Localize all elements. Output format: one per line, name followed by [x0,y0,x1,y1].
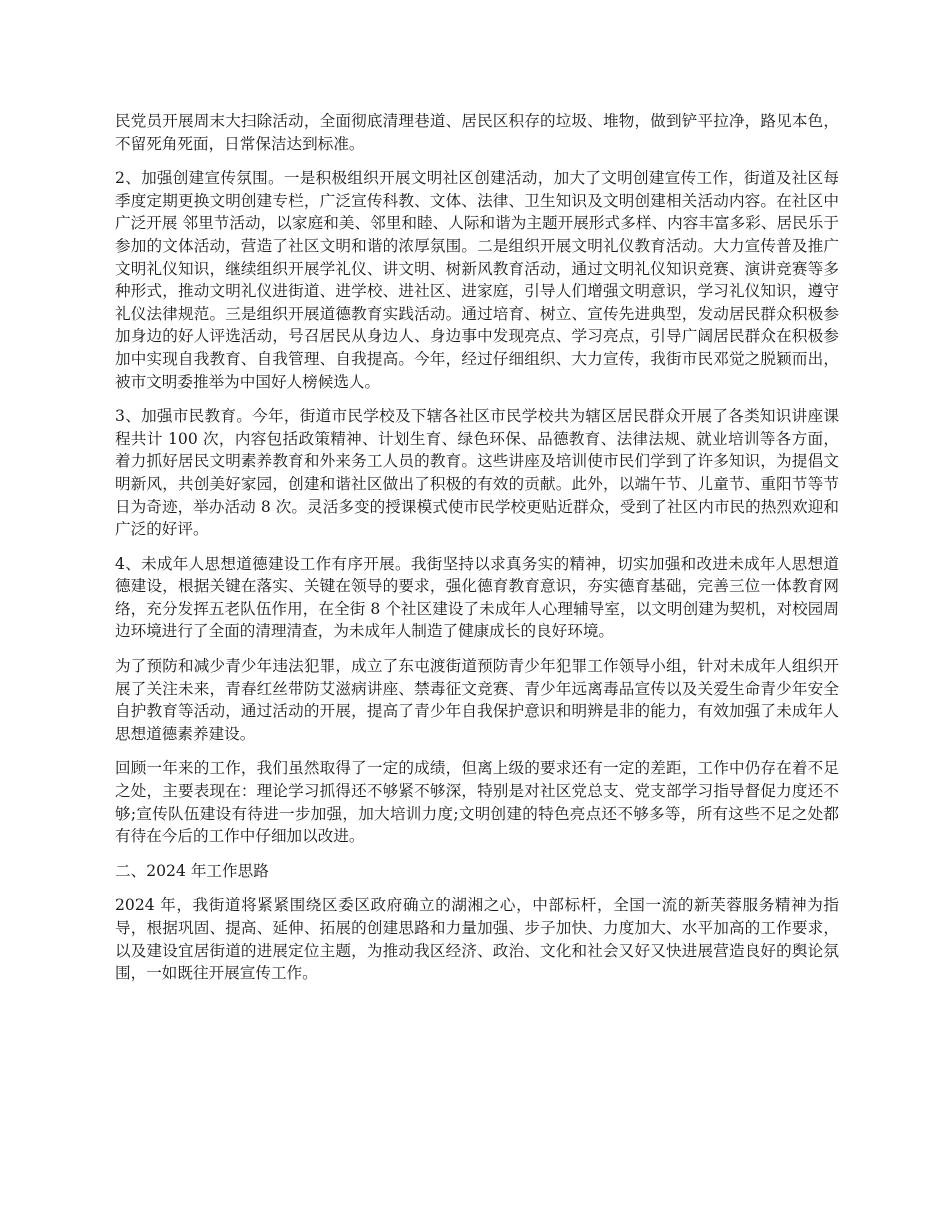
paragraph-citizen-education: 3、加强市民教育。今年，街道市民学校及下辖各社区市民学校共为辖区居民群众开展了各类知识讲座课程共计 100 次，内容包括政策精神、计划生育、绿色环保、品德教育、法律法规、就业培训等各方面，着力抓好居民文明素养教育和外来务工人员的教育。这些讲座及培训使市民们学到了许多知识，为提倡文明新风，共创美好家园，创建和谐社区做出了积极的有效的贡献。此外，以端午节、儿童节、重阳节等节日为奇迹，举办活动 8 次。灵活多变的授课模式使市民学校更贴近群众，受到了社区内市民的热烈欢迎和广泛的好评。 [115,407,839,539]
paragraph-2024-plan: 2024 年，我街道将紧紧围绕区委区政府确立的湖湘之心，中部标杆，全国一流的新芙蓉服务精神为指导，根据巩固、提高、延伸、拓展的创建思路和力量加强、步子加快、力度加大、水平加高的工作要求，以及建设宜居街道的进展定位主题，为推动我区经济、政治、文化和社会又好又快进展营造良好的舆论氛围，一如既往开展宣传工作。 [115,896,839,983]
paragraph-youth-crime-prevention: 为了预防和减少青少年违法犯罪，成立了东屯渡街道预防青少年犯罪工作领导小组，针对未成年人组织开展了关注未来，青春红丝带防艾滋病讲座、禁毒征文竞赛、青少年远离毒品宣传以及关爱生命青少年安全自护教育等活动，通过活动的开展，提高了青少年自我保护意识和明辨是非的能力，有效加强了未成年人思想道德素养建设。 [115,657,839,743]
paragraph-publicity-atmosphere: 2、加强创建宣传氛围。一是积极组织开展文明社区创建活动，加大了文明创建宣传工作，街道及社区每季度定期更换文明创建专栏，广泛宣传科教、文体、法律、卫生知识及文明创建相关活动内容。在社区中广泛开展 邻里节活动，以家庭和美、邻里和睦、人际和谐为主题开展形式多样、内容丰富多彩、居民乐于参加的文体活动，营造了社区文明和谐的浓厚氛围。二是组织开展文明礼仪教育活动。大力宣传普及推广文明礼仪知识，继续组织开展学礼仪、讲文明、树新风教育活动，通过文明礼仪知识竞赛、演讲竞赛等多种形式，推动文明礼仪进街道、进学校、进社区、进家庭，引导人们增强文明意识，学习礼仪知识，遵守礼仪法律规范。三是组织开展道德教育实践活动。通过培育、树立、宣传先进典型，发动居民群众积极参加身边的好人评选活动，号召居民从身边人、身边事中发现亮点、学习亮点，引导广阔居民群众在积极参加中实现自我教育、自我管理、自我提高。今年，经过仔细组织、大力宣传，我街市民邓觉之脱颖而出，被市文明委推举为中国好人榜候选人。 [115,169,839,391]
document-page [115,110,839,997]
paragraph-cleanup-continuation: 民党员开展周末大扫除活动，全面彻底清理巷道、居民区积存的垃圾、堆物，做到铲平拉净，路见本色，不留死角死面，日常保洁达到标准。 [115,112,839,153]
paragraph-year-review: 回顾一年来的工作，我们虽然取得了一定的成绩，但离上级的要求还有一定的差距，工作中仍存在着不足之处，主要表现在：理论学习抓得还不够紧不够深，特别是对社区党总支、党支部学习指导督促力度还不够;宣传队伍建设有待进一步加强，加大培训力度;文明创建的特色亮点还不够多等，所有这些不足之处都有待在今后的工作中仔细加以改进。 [115,759,839,846]
section-heading-2024-plan: 二、2024 年工作思路 [115,861,269,880]
paragraph-minor-moral-building: 4、未成年人思想道德建设工作有序开展。我街坚持以求真务实的精神，切实加强和改进未成年人思想道德建设，根据关键在落实、关键在领导的要求，强化德育教育意识，夯实德育基础，完善三位一体教育网络，充分发挥五老队伍作用，在全街 8 个社区建设了未成年人心理辅导室，以文明创建为契机，对校园周边环境进行了全面的清理清查，为未成年人制造了健康成长的良好环境。 [115,554,839,641]
